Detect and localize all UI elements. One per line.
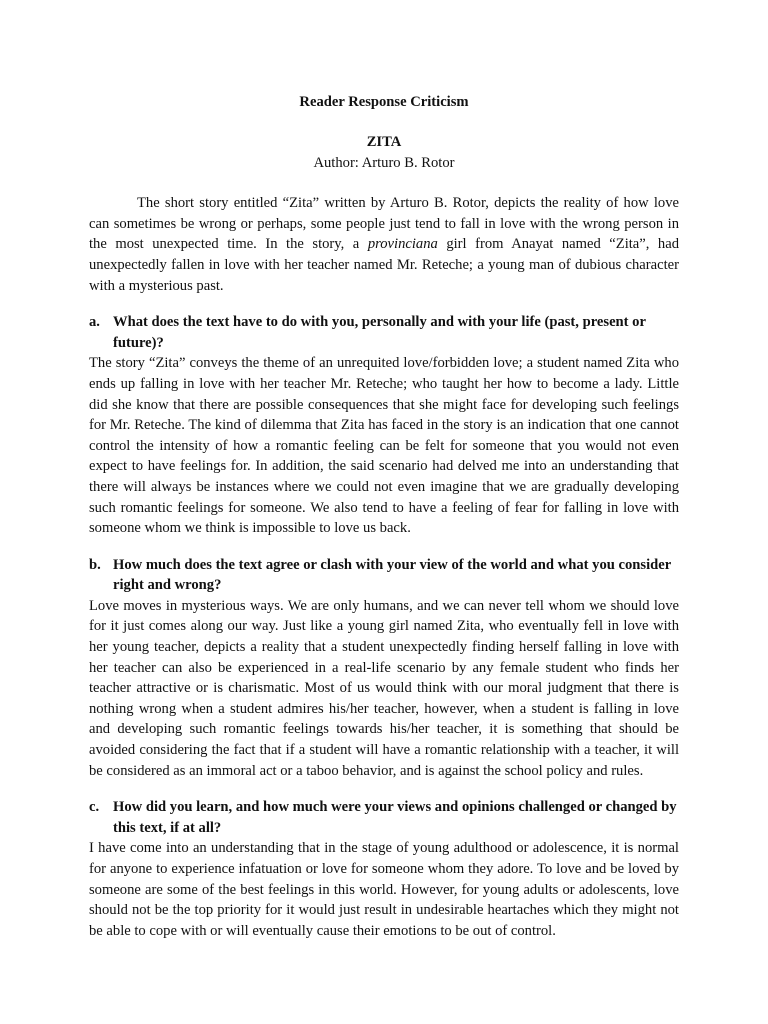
document-title: Reader Response Criticism [299, 94, 469, 110]
story-title: ZITA [366, 134, 402, 150]
intro-text-part2: girl from Anayat named “Zita”, had unexpectedly fallen in love with her teacher named Mr. Reteche; a young man of dubious character with a mysterious past. [89, 236, 679, 294]
question-c [89, 797, 679, 838]
question-c-letter: c. [89, 799, 100, 816]
question-a [89, 312, 679, 353]
answer-c: I have come into an understanding that in the stage of young adulthood or adolescence, it is normal for anyone to experience infatuation or love for someone whom they adore. To love and be loved by someone are some of the best feelings in this world. However, for young adults or adolescents, love should not be the top priority for it would just result in undesirable heartaches which they might not be able to cope with or will eventually cause their emotions to be out of control. [89, 840, 679, 939]
answer-a: The story “Zita” conveys the theme of an unrequited love/forbidden love; a student named Zita who ends up falling in love with her teacher Mr. Reteche; who taught her how to become a lady. Little did she know that there are possible consequences that she might face for developing such feelings for Mr. Reteche. The kind of dilemma that Zita has faced in the story is an indication that one cannot control the intensity of how a romantic feeling can be felt for someone that you would not even expect to have feelings for. In addition, the said scenario had delved me into an understanding that there will always be instances where we could not even imagine that we are gradually developing such romantic feelings for someone. We also tend to have a feeling of fear for falling in love with someone whom we think is impossible to love us back. [89, 355, 679, 537]
question-c-text: How did you learn, and how much were your views and opinions challenged or changed by this text, if at all? [113, 799, 677, 836]
document-page [89, 92, 679, 941]
question-a-letter: a. [89, 314, 100, 331]
intro-paragraph [89, 193, 679, 296]
question-b-letter: b. [89, 556, 101, 573]
question-b [89, 555, 679, 596]
question-a-text: What does the text have to do with you, personally and with your life (past, present or future)? [113, 314, 646, 351]
intro-text-part1: The short story entitled “Zita” written by Arturo B. Rotor, depicts the reality of how love can sometimes be wrong or perhaps, some people just tend to fall in love with the wrong person in the most unexpected time. In the story, a [89, 195, 679, 253]
question-b-text: How much does the text agree or clash with your view of the world and what you consider right and wrong? [113, 556, 671, 594]
intro-italic-word: provinciana [367, 236, 438, 253]
author-line: Author: Arturo B. Rotor [313, 154, 455, 171]
answer-b: Love moves in mysterious ways. We are only humans, and we can never tell whom we should love for it just comes along our way. Just like a young girl named Zita, who eventually fell in love with her young teacher, depicts a reality that a student unexpectedly finding herself falling in love with her teacher can also be experienced in a real-life scenario by any female student who finds her teacher attractive or is charismatic. Most of us would think with our moral judgment that there is nothing wrong when a student admires his/her teacher, however, when a student is falling in love and developing such romantic feelings towards his/her teacher, it is something that should be avoided considering the fact that if a student will have a romantic relationship with a teacher, it will be considered as an immoral act or a taboo behavior, and is against the school policy and rules. [89, 597, 679, 779]
